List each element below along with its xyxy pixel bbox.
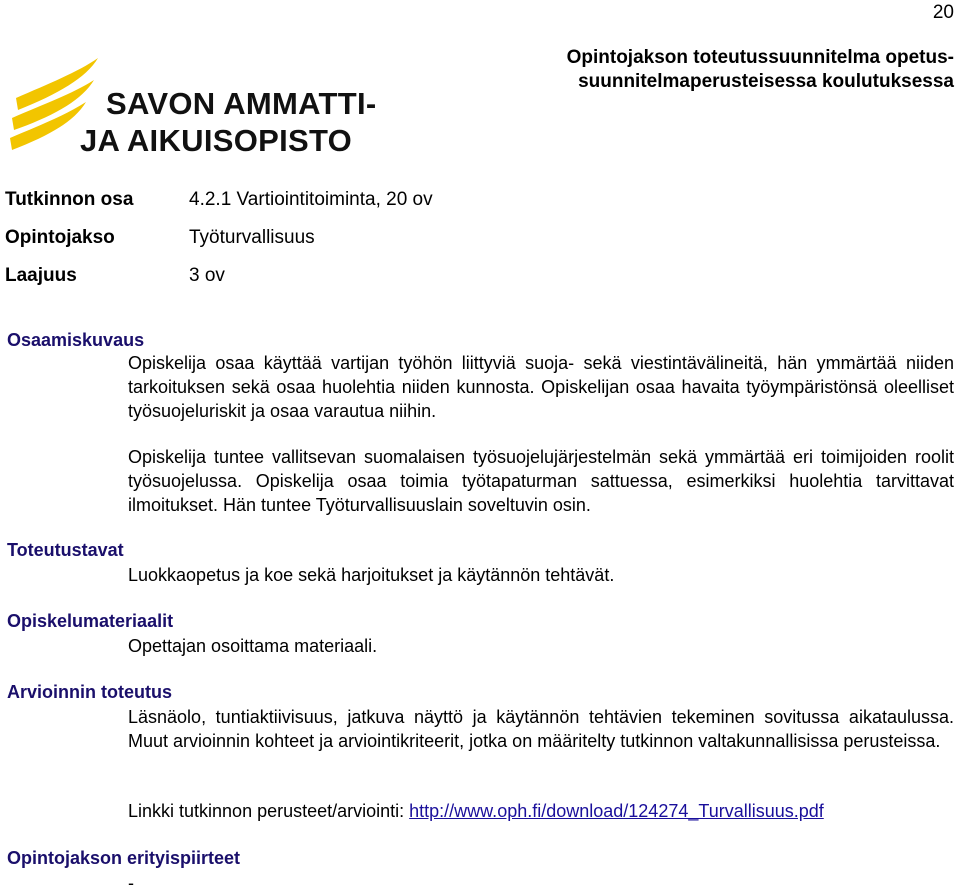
course-meta <box>5 189 705 303</box>
meta-row-tutkinnon-osa <box>5 189 705 227</box>
meta-row-laajuus <box>5 265 705 303</box>
section-title-erityispiirteet: Opintojakson erityispiirteet <box>7 848 241 868</box>
school-logo <box>8 54 377 158</box>
section-title-arvioinnin-toteutus: Arvioinnin toteutus <box>7 682 172 702</box>
section-title-osaamiskuvaus: Osaamiskuvaus <box>7 330 145 350</box>
tutkinnon-osa-value: 4.2.1 Vartiointitoiminta, 20 ov <box>189 189 433 210</box>
opintojakso-value: Työturvallisuus <box>189 227 315 248</box>
perusteet-link-line <box>128 799 954 823</box>
arvioinnin-toteutus-text: Läsnäolo, tuntiaktiivisuus, jatkuva näyttö ja käytännön tehtävien tekeminen sovitussa aikataulussa. Muut arvioinnin kohteet ja arviointikriteerit, jotka on määritelty tutkinnon valtakunnallisissa perusteissa. <box>128 707 954 751</box>
opiskelumateriaalit-text: Opettajan osoittama materiaali. <box>128 636 378 656</box>
logo-text-line2: JA AIKUISOPISTO <box>80 123 353 158</box>
toteutustavat-text: Luokkaopetus ja koe sekä harjoitukset ja käytännön tehtävät. <box>128 565 615 585</box>
meta-row-opintojakso <box>5 227 705 265</box>
document-header <box>567 46 954 94</box>
page-number: 20 <box>932 2 954 23</box>
perusteet-link[interactable]: http://www.oph.fi/download/124274_Turvallisuus.pdf <box>409 801 824 821</box>
laajuus-label: Laajuus <box>5 265 77 286</box>
logo-text-line1: SAVON AMMATTI- <box>106 86 377 121</box>
opintojakso-label: Opintojakso <box>5 227 115 248</box>
tutkinnon-osa-label: Tutkinnon osa <box>5 189 134 210</box>
section-title-opiskelumateriaalit: Opiskelumateriaalit <box>7 611 174 631</box>
osaamiskuvaus-paragraph-1: Opiskelija osaa käyttää vartijan työhön liittyviä suoja- sekä viestintävälineitä, hän ymmärtää niiden tarkoituksen sekä osaa huolehtia niiden kunnosta. Opiskelijan osaa havaita työympäristönsä oleelliset työsuojeluriskit ja osaa varautua niihin. <box>128 353 954 421</box>
document-header-line2: suunnitelmaperusteisessa koulutuksessa <box>578 71 954 92</box>
erityispiirteet-text: - <box>128 873 134 893</box>
osaamiskuvaus-paragraph-2: Opiskelija tuntee vallitsevan suomalaisen työsuojelujärjestelmän sekä ymmärtää eri toimijoiden roolit työsuojelussa. Opiskelija osaa toimia työtapaturman sattuessa, esimerkiksi huolehtia tarvittavat ilmoitukset. Hän tuntee Työturvallisuuslain soveltuvin osin. <box>128 447 954 515</box>
laajuus-value: 3 ov <box>189 265 225 286</box>
section-title-toteutustavat: Toteutustavat <box>7 540 124 560</box>
document-header-line1: Opintojakson toteutussuunnitelma opetus- <box>566 47 954 68</box>
perusteet-link-prefix: Linkki tutkinnon perusteet/arviointi: <box>128 801 410 821</box>
